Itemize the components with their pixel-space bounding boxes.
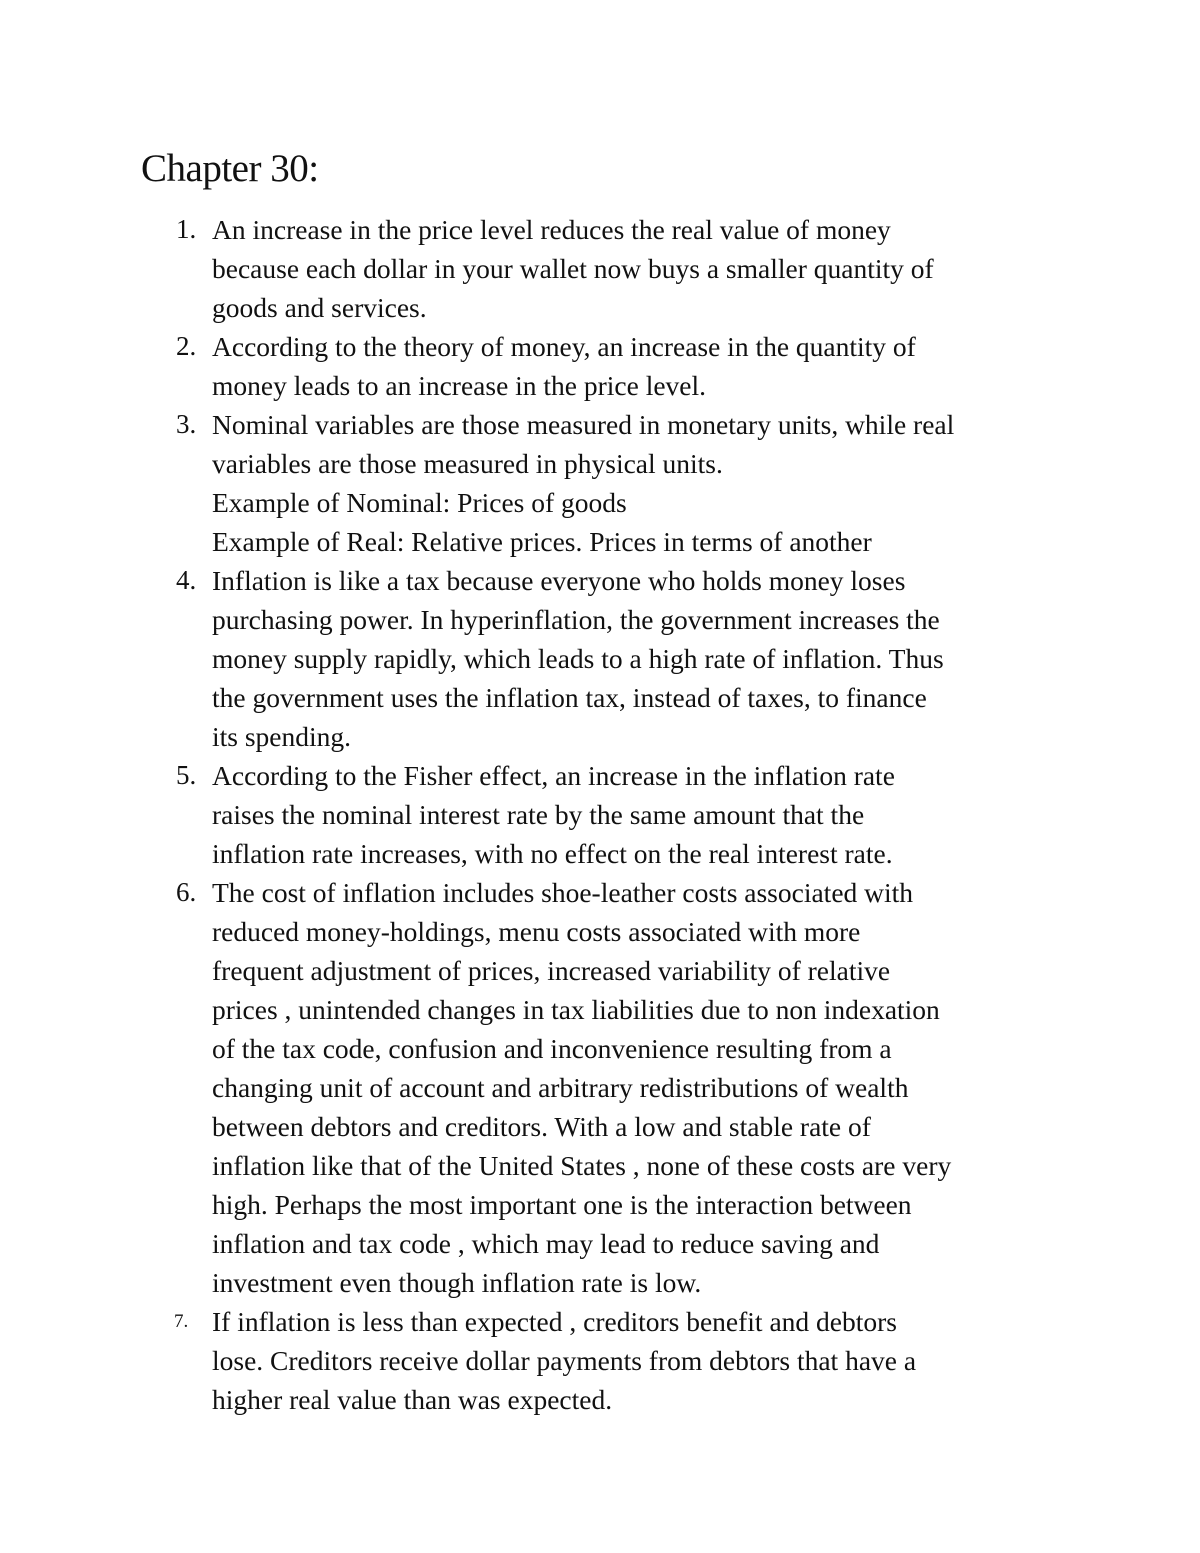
list-item-text-line: Example of Nominal: Prices of goods [212,487,627,518]
list-item [0,873,1072,1302]
list-item-text-line: high. Perhaps the most important one is the interaction between [212,1189,912,1220]
list-item-text-line: money supply rapidly, which leads to a high rate of inflation. Thus [212,643,944,674]
list-item [0,1302,1072,1419]
list-item-text-line: lose. Creditors receive dollar payments from debtors that have a [212,1345,917,1376]
list-item [0,405,1072,561]
list-item-text-line: According to the theory of money, an increase in the quantity of [212,331,916,362]
list-item-text-line: variables are those measured in physical units. [212,448,723,479]
list-item-text-line: changing unit of account and arbitrary redistributions of wealth [212,1072,909,1103]
list-item-text-line: higher real value than was expected. [212,1384,613,1415]
numbered-list [0,210,1200,1419]
list-item-text-line: money leads to an increase in the price level. [212,370,707,401]
list-item-text-line: because each dollar in your wallet now buys a smaller quantity of [212,253,934,284]
list-item-text-line: between debtors and creditors. With a low and stable rate of [212,1111,871,1142]
list-item [0,561,1072,756]
list-item-number: 2. [176,331,197,361]
list-item-text-line: If inflation is less than expected , creditors benefit and debtors [212,1306,897,1337]
list-item-number: 6. [176,877,197,907]
list-item-text-line: reduced money-holdings, menu costs associated with more [212,916,861,947]
list-item-number: 4. [176,565,197,595]
list-item-text-line: Inflation is like a tax because everyone who holds money loses [212,565,906,596]
list-item-text-line: investment even though inflation rate is low. [212,1267,702,1298]
list-item-number: 1. [176,214,197,244]
list-item-number: 5. [176,760,197,790]
list-item-text-line: inflation rate increases, with no effect on the real interest rate. [212,838,893,869]
list-item-text-line: purchasing power. In hyperinflation, the government increases the [212,604,940,635]
list-item-text-line: the government uses the inflation tax, instead of taxes, to finance [212,682,927,713]
list-item-number: 7. [174,1311,189,1332]
list-item-text-line: Example of Real: Relative prices. Prices in terms of another [212,526,872,557]
list-item-text-line: inflation like that of the United States , none of these costs are very [212,1150,952,1181]
list-item-text-line: prices , unintended changes in tax liabilities due to non indexation [212,994,940,1025]
list-item-text-line: its spending. [212,721,352,752]
list-item [0,756,1072,873]
list-item [0,327,1072,405]
list-item-text-line: The cost of inflation includes shoe-leather costs associated with [212,877,914,908]
list-item-text-line: raises the nominal interest rate by the same amount that the [212,799,865,830]
list-item [0,210,1072,327]
list-item-text-line: According to the Fisher effect, an increase in the inflation rate [212,760,895,791]
list-item-number: 3. [176,409,197,439]
list-item-text-line: frequent adjustment of prices, increased variability of relative [212,955,891,986]
list-item-text-line: of the tax code, confusion and inconvenience resulting from a [212,1033,892,1064]
list-item-text-line: An increase in the price level reduces the real value of money [212,214,891,245]
list-item-text-line: Nominal variables are those measured in monetary units, while real [212,409,955,440]
list-item-text-line: goods and services. [212,292,427,323]
page-title: Chapter 30: [141,147,319,190]
list-item-text-line: inflation and tax code , which may lead to reduce saving and [212,1228,880,1259]
